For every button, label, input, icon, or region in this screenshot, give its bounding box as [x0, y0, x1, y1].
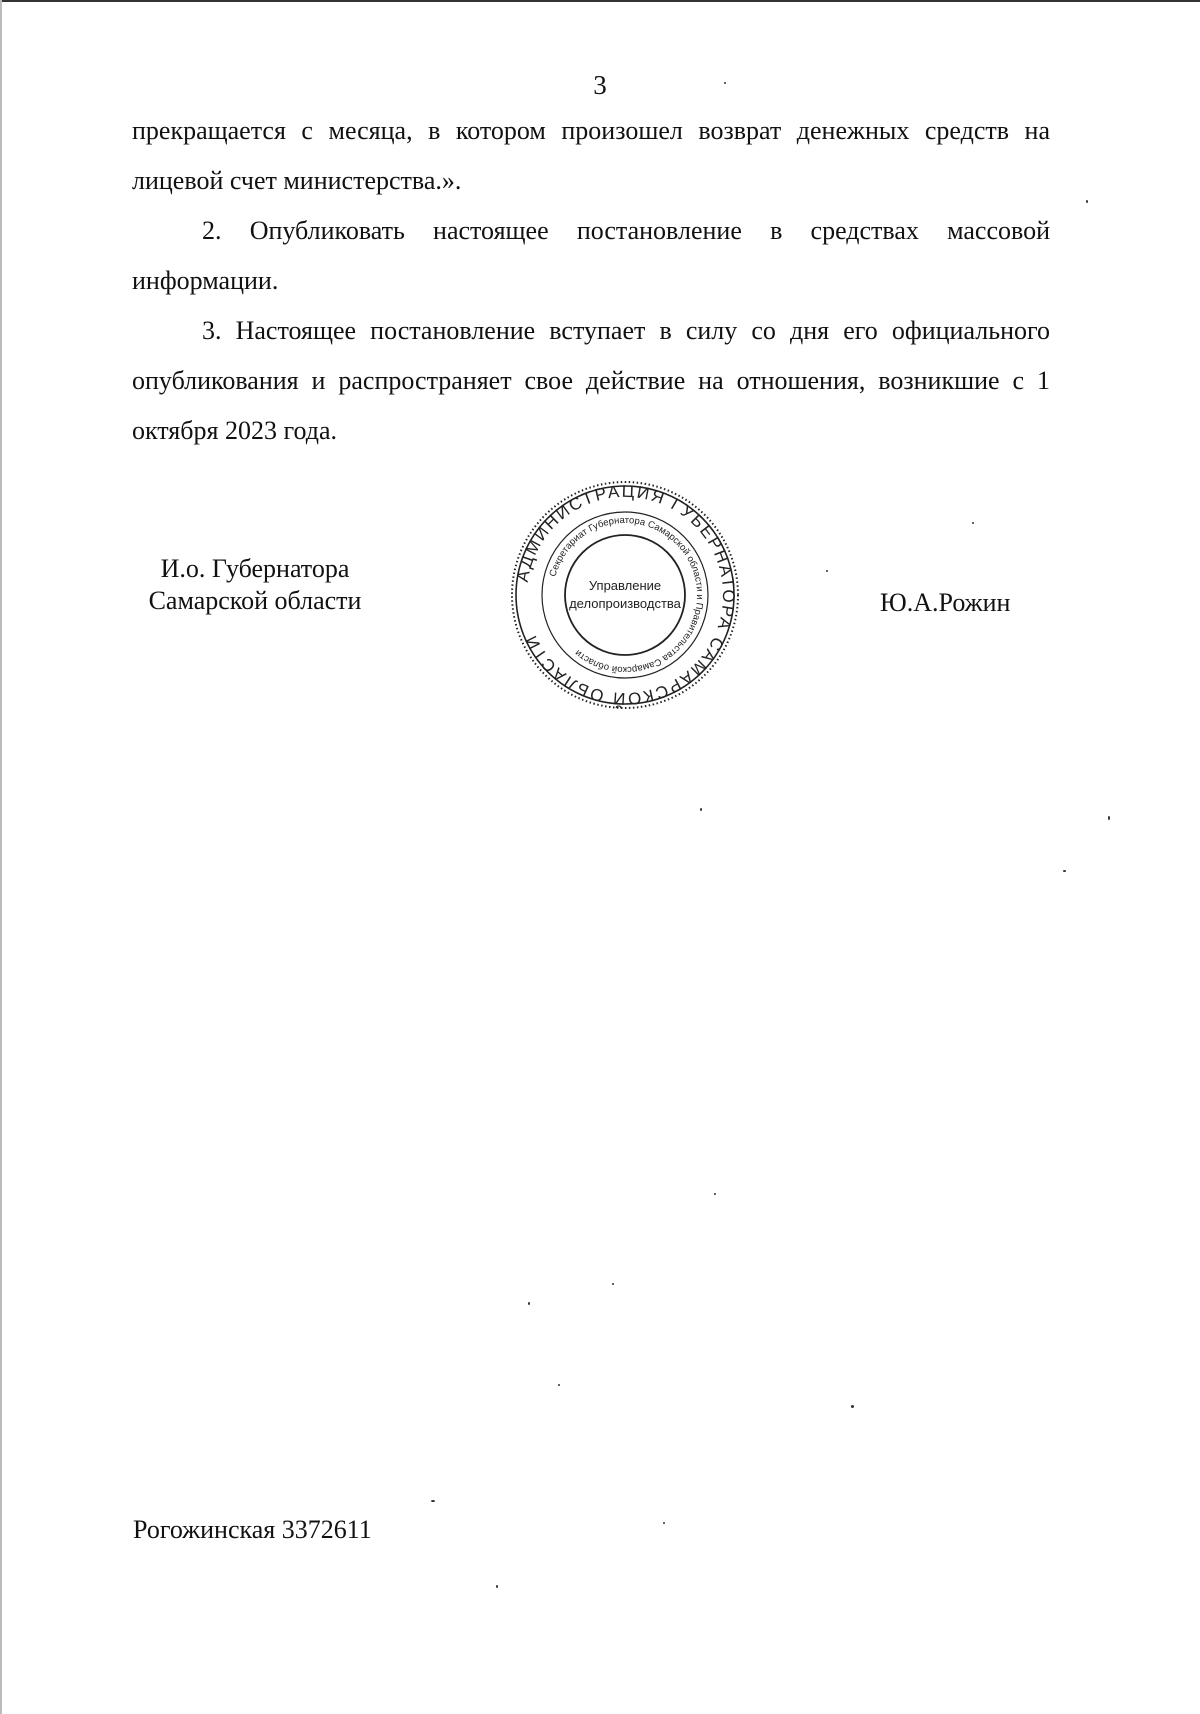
stamp-middle-ring [542, 512, 708, 678]
scan-top-edge [0, 0, 1200, 2]
scan-speck [496, 1585, 498, 1588]
stamp-center-line1: Управление [588, 578, 662, 593]
scan-speck [1086, 200, 1088, 203]
signatory-title-line1: И.о. Губернатора [160, 554, 350, 583]
paragraph-2: 2. Опубликовать настоящее постановление в средствах массовой информации. [132, 216, 1050, 295]
stamp-inner-text [548, 515, 706, 675]
paragraph-3: 3. Настоящее постановление вступает в силу со дня его официального опубликования и распространяет свое действие на отношения, возникшие с 1 октября 2023 года. [132, 316, 1050, 445]
body-text [132, 106, 1050, 206]
scan-speck [724, 82, 726, 84]
stamp-inner-textpath: Секретариат Губернатора Самарской области и Правительства Самарской области [547, 514, 706, 676]
scan-speck [528, 1302, 530, 1305]
scan-speck [431, 1500, 435, 1502]
body-text-3 [132, 306, 1050, 456]
scan-speck [826, 570, 828, 572]
paragraph-continuation: прекращается с месяца, в котором произошел возврат денежных средств на лицевой счет министерства.». [132, 116, 1050, 195]
signatory-title-line2: Самарской области [148, 586, 362, 615]
executor-contact: Рогожинская 3372611 [133, 1515, 372, 1544]
scan-left-edge [0, 0, 2, 1714]
page-number: 3 [593, 70, 607, 100]
scan-speck [851, 1405, 854, 1408]
scan-speck [612, 1283, 614, 1285]
scan-speck [1063, 870, 1066, 872]
scan-speck [558, 1384, 560, 1386]
stamp-center-line2: делопроизводства [569, 596, 681, 611]
stamp-inner-ring [565, 535, 685, 655]
scan-speck [714, 1193, 716, 1195]
stamp-graphic [510, 480, 740, 710]
signatory-name: Ю.А.Рожин [880, 588, 1011, 617]
official-stamp [510, 480, 740, 710]
scan-speck [972, 522, 974, 524]
scan-speck [700, 808, 702, 811]
scan-speck [663, 1522, 665, 1524]
body-text-2 [132, 206, 1050, 306]
signatory-title [130, 553, 380, 617]
scan-speck [1108, 816, 1110, 820]
stamp-outer-textpath: АДМИНИСТРАЦИЯ ГУБЕРНАТОРА САМАРСКОЙ ОБЛАСТИ [512, 481, 739, 709]
